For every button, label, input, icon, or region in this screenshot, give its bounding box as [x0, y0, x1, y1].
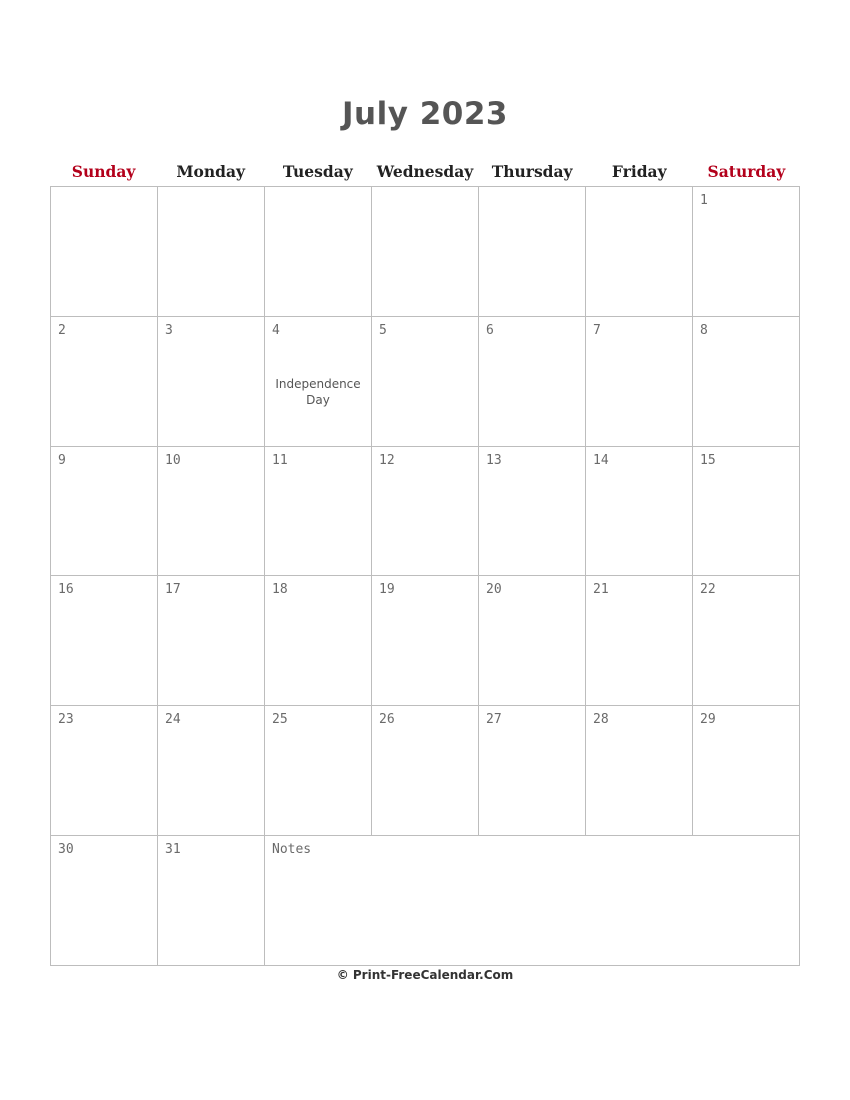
- day-number: 11: [272, 452, 288, 468]
- day-number: 4: [272, 322, 280, 338]
- day-number: 1: [700, 193, 708, 208]
- day-cell-14: [586, 447, 693, 577]
- day-number: 12: [379, 452, 395, 468]
- day-cell-30: [51, 836, 158, 966]
- day-number: 20: [486, 582, 502, 598]
- day-cell-9: [51, 447, 158, 577]
- weekday-header-row: [50, 158, 800, 186]
- day-number: 5: [379, 322, 387, 338]
- day-number: 13: [486, 452, 502, 468]
- day-cell-27: [479, 706, 586, 836]
- day-number: 18: [272, 582, 288, 598]
- empty-day-cell: [51, 187, 158, 317]
- day-number: 23: [58, 712, 74, 728]
- day-cell-21: [586, 576, 693, 706]
- day-number: 24: [165, 712, 181, 728]
- day-number: 27: [486, 712, 502, 728]
- day-cell-3: [158, 317, 265, 447]
- empty-day-cell: [586, 187, 693, 317]
- day-number: 30: [58, 842, 74, 858]
- calendar-title: July 2023: [341, 96, 508, 132]
- day-number: 3: [165, 322, 173, 338]
- day-number: 25: [272, 712, 288, 728]
- day-number: 31: [165, 842, 181, 858]
- day-cell-23: [51, 706, 158, 836]
- day-cell-8: [693, 317, 800, 447]
- empty-day-cell: [158, 187, 265, 317]
- day-number: 8: [700, 322, 708, 338]
- day-number: 6: [486, 322, 494, 338]
- notes-area: [265, 836, 800, 966]
- empty-day-cell: [265, 187, 372, 317]
- day-number: 16: [58, 582, 74, 598]
- day-number: 7: [593, 322, 601, 338]
- day-number: 17: [165, 582, 181, 598]
- day-number: 9: [58, 452, 66, 468]
- weekday-header-wednesday: Wednesday: [376, 162, 474, 181]
- day-cell-25: [265, 706, 372, 836]
- day-number: 2: [58, 322, 66, 338]
- day-cell-10: [158, 447, 265, 577]
- day-cell-18: [265, 576, 372, 706]
- day-number: 15: [700, 452, 716, 468]
- day-number: 19: [379, 582, 395, 598]
- day-cell-6: [479, 317, 586, 447]
- notes-label: Notes: [272, 842, 312, 858]
- weekday-header-tuesday: Tuesday: [282, 162, 353, 181]
- day-cell-22: [693, 576, 800, 706]
- weekday-header-saturday: Saturday: [707, 162, 786, 181]
- weekday-header-monday: Monday: [176, 162, 246, 181]
- day-cell-28: [586, 706, 693, 836]
- day-cell-19: [372, 576, 479, 706]
- day-cell-7: [586, 317, 693, 447]
- weekday-header-sunday: Sunday: [71, 162, 136, 181]
- day-cell-17: [158, 576, 265, 706]
- day-cell-4: [265, 317, 372, 447]
- day-cell-12: [372, 447, 479, 577]
- day-cell-20: [479, 576, 586, 706]
- day-number: 10: [165, 452, 181, 468]
- day-cell-31: [158, 836, 265, 966]
- empty-day-cell: [372, 187, 479, 317]
- weekday-header-friday: Friday: [611, 162, 667, 181]
- day-number: 29: [700, 712, 716, 728]
- day-number: 21: [593, 582, 609, 598]
- day-cell-29: [693, 706, 800, 836]
- day-number: 14: [593, 452, 609, 468]
- day-cell-13: [479, 447, 586, 577]
- day-cell-16: [51, 576, 158, 706]
- weekday-header-thursday: Thursday: [491, 162, 573, 181]
- day-number: 22: [700, 582, 716, 598]
- day-cell-15: [693, 447, 800, 577]
- day-cell-1: [693, 187, 800, 317]
- day-cell-24: [158, 706, 265, 836]
- day-cell-2: [51, 317, 158, 447]
- calendar-grid: [50, 186, 800, 966]
- empty-day-cell: [479, 187, 586, 317]
- day-cell-5: [372, 317, 479, 447]
- footer-credit: © Print-FreeCalendar.Com: [336, 968, 514, 982]
- day-cell-11: [265, 447, 372, 577]
- day-number: 28: [593, 712, 609, 728]
- day-number: 26: [379, 712, 395, 728]
- holiday-label: Independence Day: [275, 376, 361, 407]
- day-cell-26: [372, 706, 479, 836]
